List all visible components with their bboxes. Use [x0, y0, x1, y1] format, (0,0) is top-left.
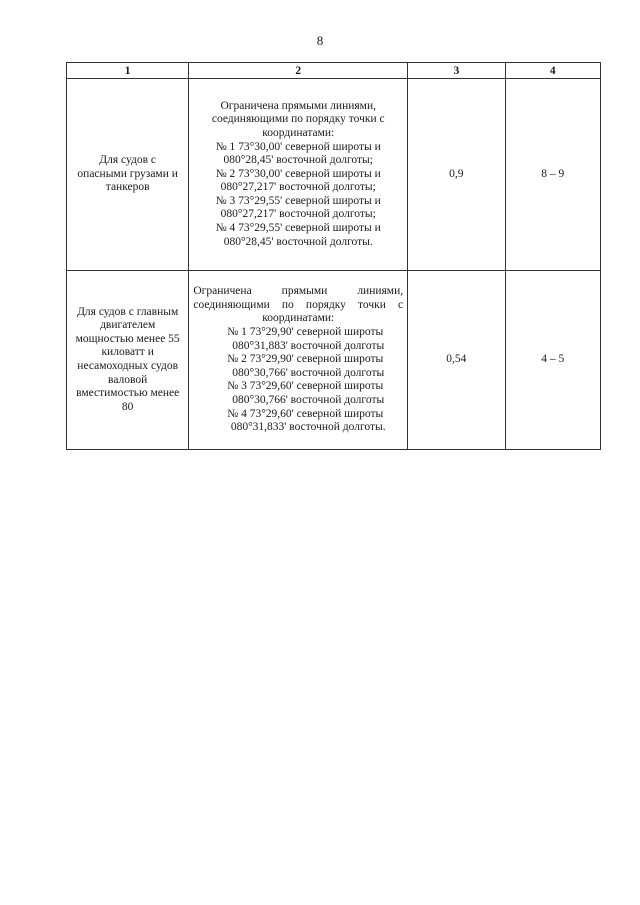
data-table: [66, 62, 601, 450]
area-boundary-cell: [189, 79, 408, 271]
boundary-line: № 3 73°29,60' северной широты: [227, 380, 384, 393]
boundary-line: соединяющими по порядку точки с: [211, 113, 385, 126]
boundary-line: № 3 73°29,55' северной широты и: [215, 194, 381, 207]
boundary-line: координатами:: [262, 126, 335, 139]
page-number: 8: [316, 33, 324, 48]
vessel-category-cell: [67, 271, 189, 450]
area-boundary-cell: [189, 271, 408, 450]
table-row: [67, 79, 601, 271]
boundary-line: Ограничена прямыми линиями,: [193, 285, 404, 298]
column-header-1: 1: [67, 63, 189, 79]
value-cell-col4: 4 – 5: [505, 271, 600, 450]
column-header-4: 4: [505, 63, 600, 79]
boundary-line: 080°30,766' восточной долготы: [232, 366, 385, 379]
value-cell-col3: 0,54: [408, 271, 505, 450]
boundary-line: 080°30,766' восточной долготы: [232, 393, 385, 406]
value-cell-col4: 8 – 9: [505, 79, 600, 271]
column-header-2: 2: [189, 63, 408, 79]
vessel-category-text: Для судов с опасными грузами и танкеров: [77, 154, 178, 194]
boundary-line: 080°27,217' восточной долготы;: [220, 208, 376, 221]
column-header-3: 3: [408, 63, 505, 79]
boundary-line: Ограничена прямыми линиями,: [220, 99, 376, 112]
vessel-category-text: Для судов с главным двигателем мощностью менее 55 киловатт и несамоходных судов валовой вместимостью менее 80: [75, 305, 180, 413]
boundary-line: № 4 73°29,60' северной широты: [227, 407, 384, 420]
boundary-line: № 1 73°30,00' северной широты и: [215, 140, 381, 153]
boundary-line: 080°31,833' восточной долготы.: [230, 421, 386, 434]
table-header-row: [67, 63, 601, 79]
table-row: [67, 271, 601, 450]
boundary-line: 080°27,217' восточной долготы;: [220, 181, 376, 194]
value-cell-col3: 0,9: [408, 79, 505, 271]
boundary-line: № 4 73°29,55' северной широты и: [215, 222, 381, 235]
boundary-line: 080°28,45' восточной долготы;: [223, 154, 373, 167]
boundary-line: координатами:: [262, 312, 335, 325]
boundary-line: соединяющими по порядку точки с: [193, 298, 404, 311]
boundary-line: № 2 73°29,90' северной широты: [227, 353, 384, 366]
boundary-line: 080°28,45' восточной долготы.: [223, 235, 373, 248]
boundary-line: № 1 73°29,90' северной широты: [227, 326, 384, 339]
boundary-line: 080°31,883' восточной долготы: [232, 339, 385, 352]
boundary-line: № 2 73°30,00' северной широты и: [215, 167, 381, 180]
vessel-category-cell: [67, 79, 189, 271]
